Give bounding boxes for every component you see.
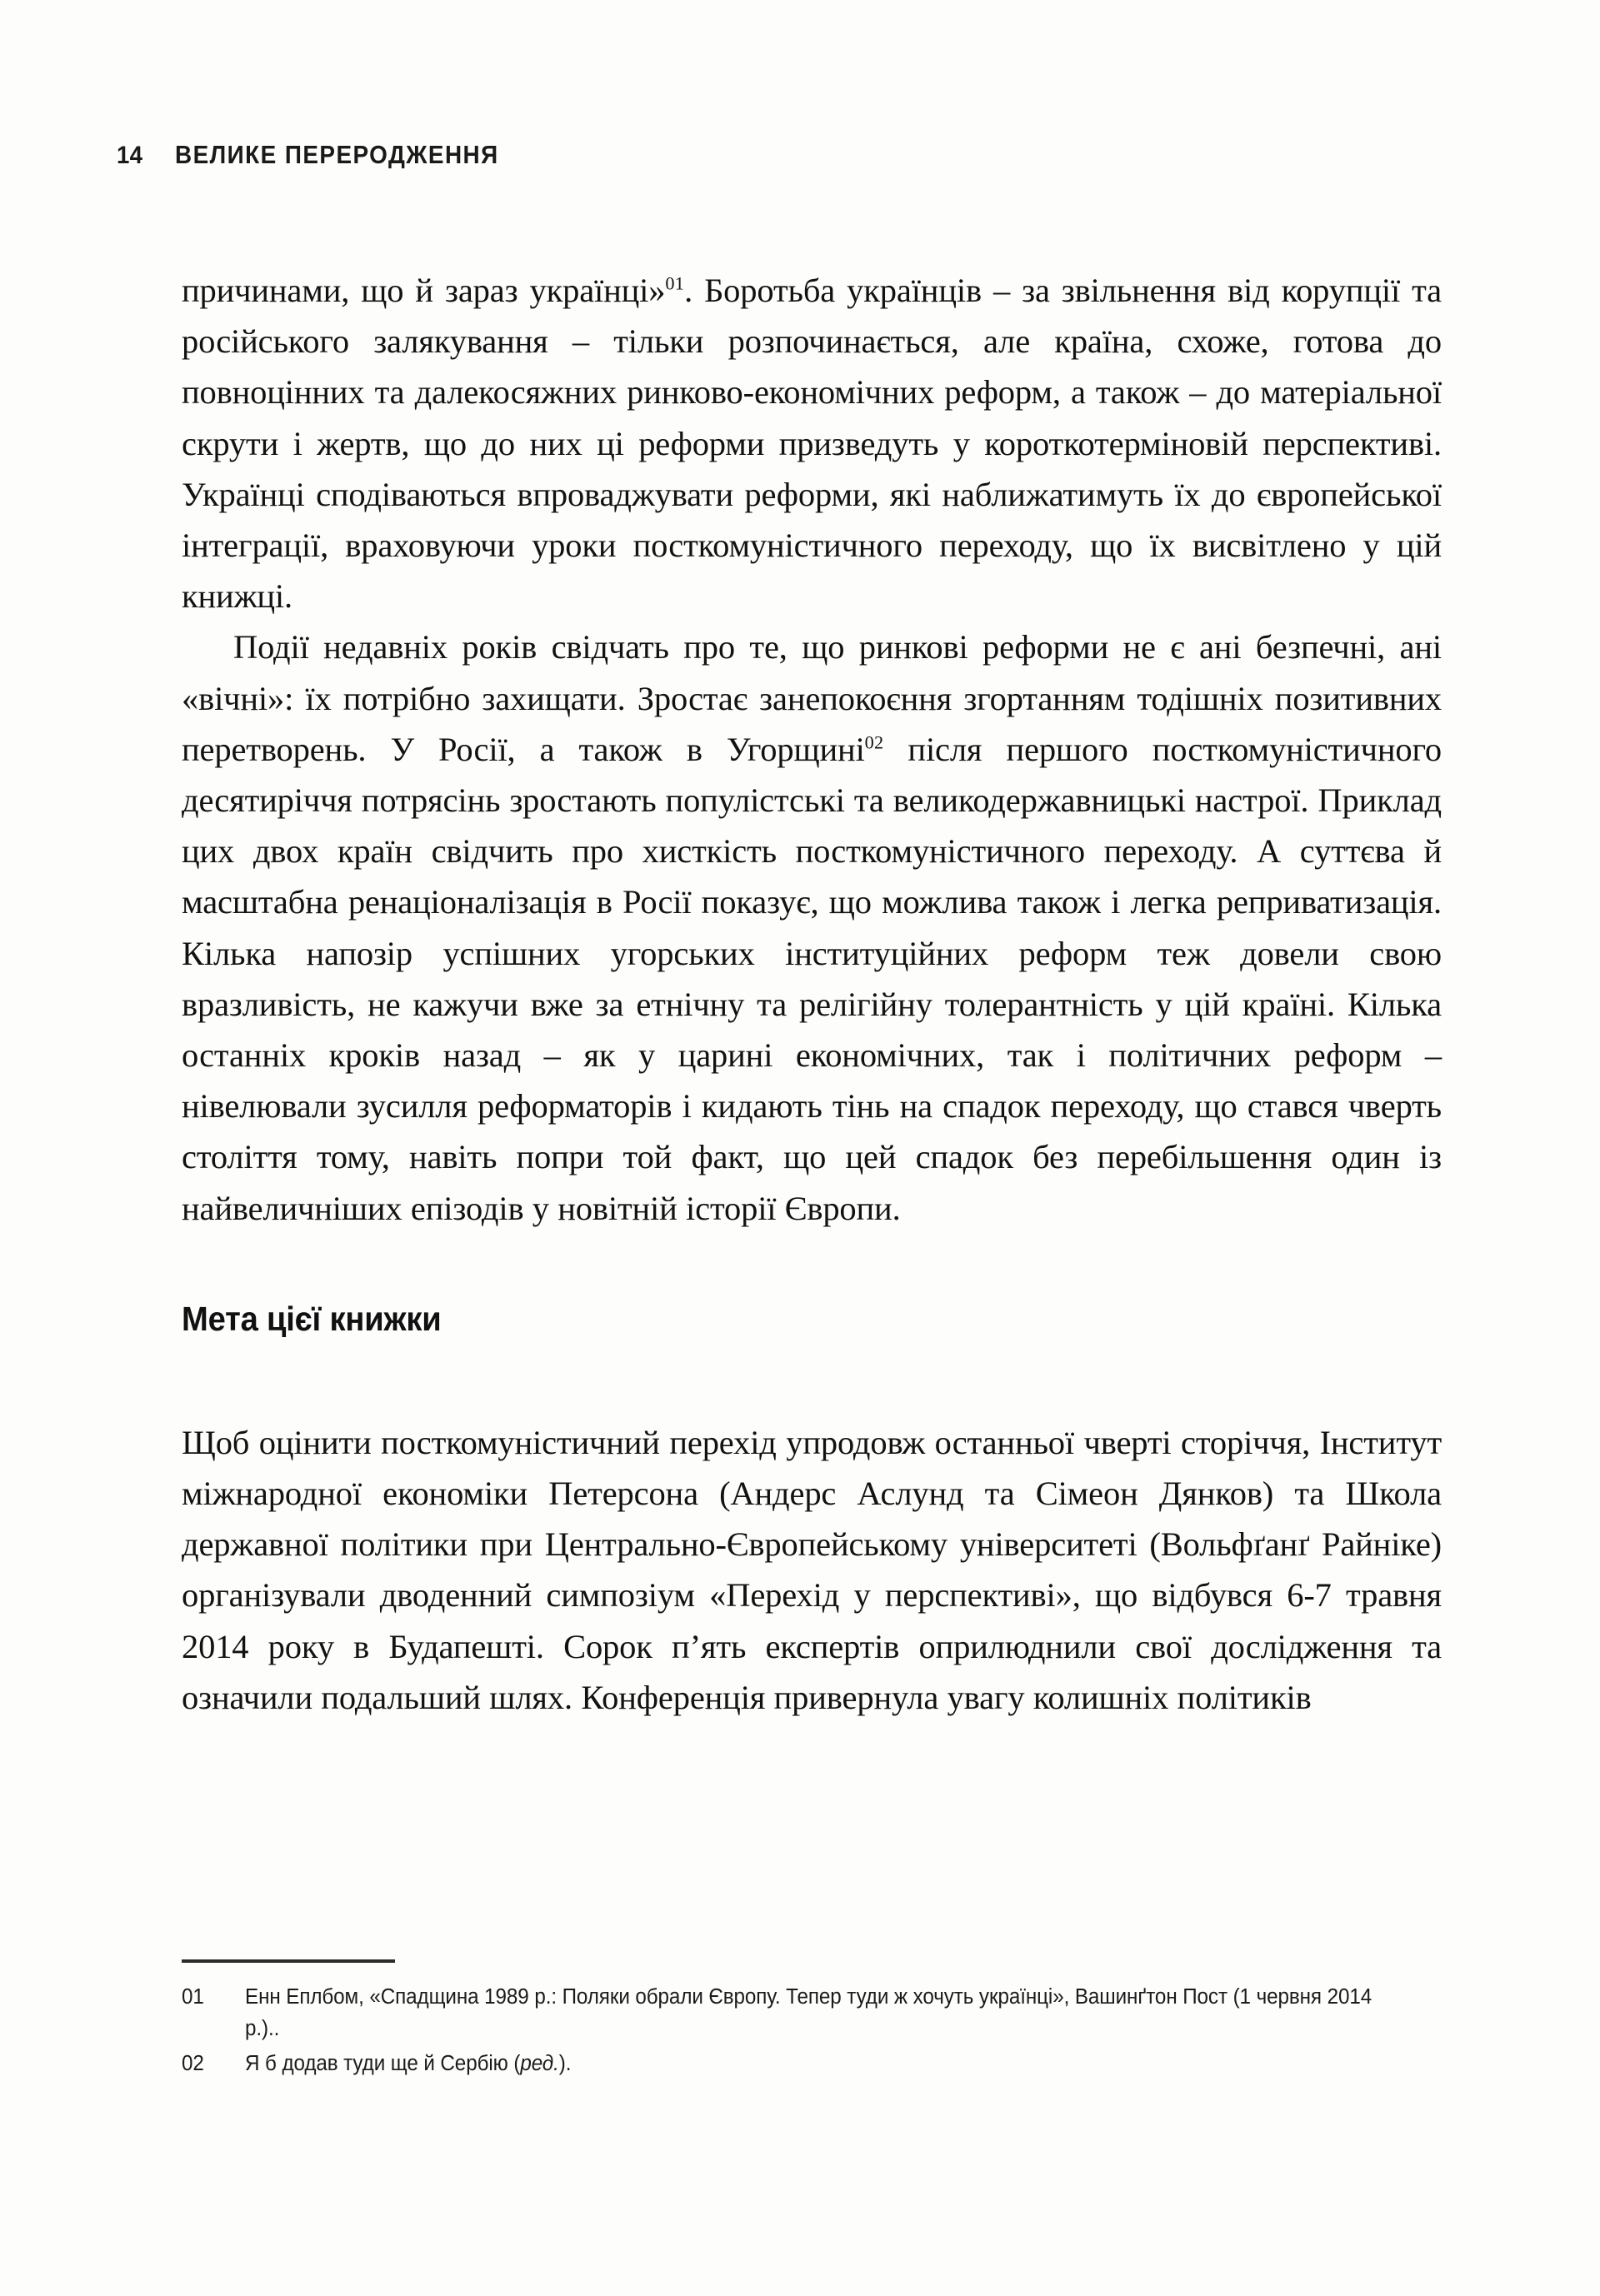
running-header-title: ВЕЛИКЕ ПЕРЕРОДЖЕННЯ xyxy=(174,140,499,169)
footnote-02-text-before: Я б додав туди ще й Сербію ( xyxy=(245,2052,521,2075)
footnote-01-text: Енн Еплбом, «Спадщина 1989 р.: Поляки обрали Європу. Тепер туди ж хочуть українці», Вашинґтон Пост (1 червня 2014 р.).. xyxy=(245,1985,1372,2040)
paragraph-1 xyxy=(182,265,1442,621)
footnote-area xyxy=(182,1959,1442,2083)
footnote-reference-01[interactable]: 01 xyxy=(665,272,685,294)
paragraph-3: Щоб оцінити посткомуністичний перехід упродовж останньої чверті сторіччя, Інститут міжнародної економіки Петерсона (Андерс Аслунд та Сімеон Дянков) та Школа державної політики при Центрально-Європейському університеті (Вольфґанґ Райніке) організували дводенний симпозіум «Перехід у перспективі», що відбувся 6-7 травня 2014 року в Будапешті. Сорок п’ять експертів оприлюднили свої дослідження та означили подальший шлях. Конференція привернула увагу колишніх політиків xyxy=(182,1423,1442,1716)
footnote-02-editor-note: ред. xyxy=(520,2052,559,2075)
section-heading: Мета цієї книжки xyxy=(182,1299,442,1338)
paragraph-1-text-after-ref: . Боротьба українців – за звільнення від корупції та російського залякування – тільки розпочинається, але країна, схоже, готова до повноцінних та далекосяжних ринково-економічних реформ, а також – до матеріальної скрути і жертв, що до них ці реформи призведуть у короткотерміновій перспективі. Українці сподіваються впроваджувати реформи, які наближатимуть їх до європейської інтеграції, враховуючи уроки посткомуністичного переходу, що їх висвітлено у цій книжці. xyxy=(182,272,1442,616)
footnote-01 xyxy=(182,1981,1442,2044)
footnote-reference-02[interactable]: 02 xyxy=(864,731,884,753)
footnote-02-text xyxy=(245,2048,1382,2079)
footnote-separator-rule xyxy=(182,1959,395,1963)
paragraph-2-text-after-ref: після першого посткомуністичного десятиріччя потрясінь зростають популістські та великодержавницькі настрої. Приклад цих двох країн свідчить про хисткість посткомуністичного переходу. А суттєва й масштабна ренаціоналізація в Росії показує, що можлива також і легка реприватизація. Кілька напозір успішних угорських інституційних реформ теж довели свою вразливість, не кажучи вже за етнічну та релігійну толерантність у цій країні. Кілька останніх кроків назад – як у царині економічних, так і політичних реформ – нівелювали зусилля реформаторів і кидають тінь на спадок переходу, що стався чверть століття тому, навіть попри той факт, що цей спадок без перебільшення один із найвеличніших епізодів у новітній історії Європи. xyxy=(182,730,1442,1227)
footnote-02-number: 02 xyxy=(182,2052,204,2075)
paragraph-2-text-before-ref: Події недавніх років свідчать про те, що ринкові реформи не є ані безпечні, ані «вічні»: їх потрібно захищати. Зростає занепокоєння згортанням тодішніх позитивних перетворень. У Росії, а також в Угорщині xyxy=(182,628,1442,768)
paragraph-2 xyxy=(182,621,1442,1233)
page-number: 14 xyxy=(117,142,143,169)
text-column xyxy=(182,265,1442,1723)
footnote-01-number: 01 xyxy=(182,1985,204,2009)
section-heading-block xyxy=(182,1297,1442,1340)
footnote-02-text-after: ). xyxy=(558,2052,572,2075)
running-header xyxy=(117,140,535,170)
footnote-02 xyxy=(182,2048,1442,2079)
paragraph-1-text-before-ref: причинами, що й зараз українці» xyxy=(182,272,666,309)
